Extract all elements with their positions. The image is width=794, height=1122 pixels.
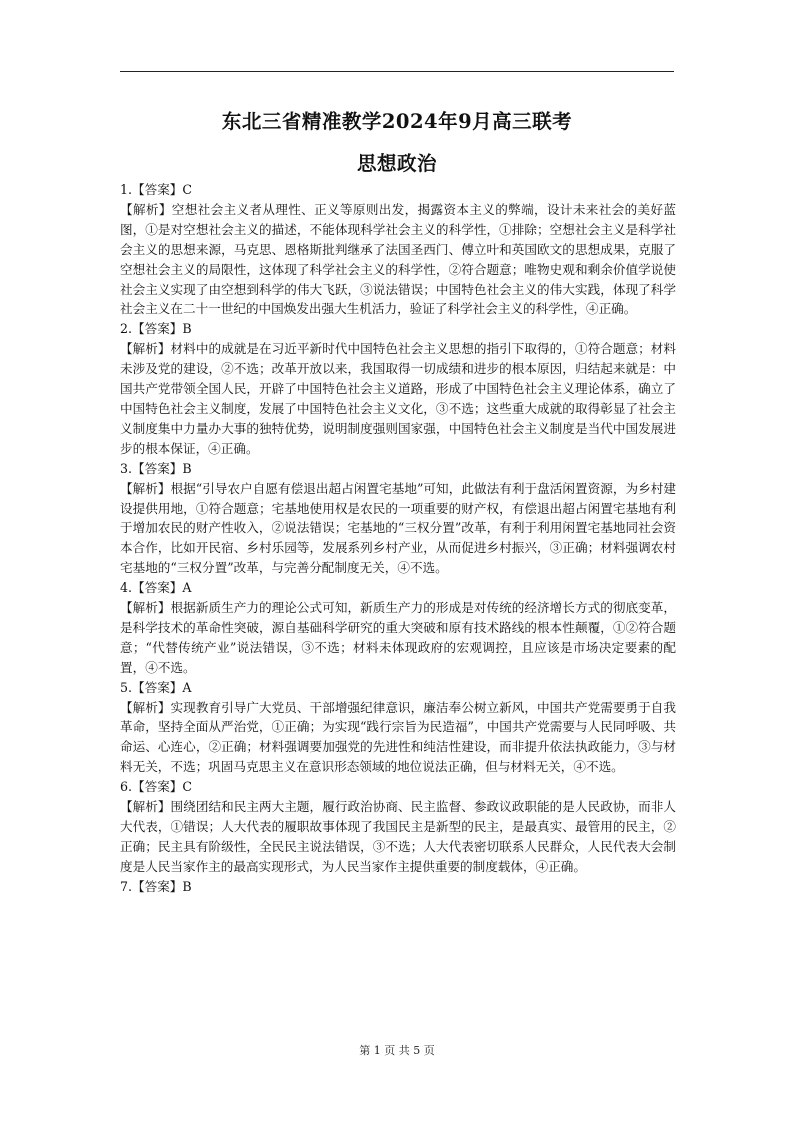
answer-label: 1.【答案】C: [120, 182, 193, 197]
answer-item: [120, 777, 676, 877]
answer-item: [120, 678, 676, 778]
analysis-text: 【解析】材料中的成就是在习近平新时代中国特色社会主义思想的指引下取得的，①符合题意；材料未涉及党的建设，②不选；改革开放以来，我国取得一切成绩和进步的根本原因，归结起来就是：中国共产党带领全国人民，开辟了中国特色社会主义道路，形成了中国特色社会主义理论体系，确立了中国特色社会主义制度，发展了中国特色社会主义文化，③不选；这些重大成就的取得彰显了社会主义制度集中力量办大事的独特优势，说明制度强则国家强，中国特色社会主义制度是当代中国发展进步的根本保证，④正确。: [120, 341, 676, 456]
answer-label: 7.【答案】B: [120, 878, 192, 894]
document-title: 东北三省精准教学2024年9月高三联考: [221, 110, 573, 133]
answer-item: [120, 319, 676, 458]
header-rule: [120, 71, 674, 72]
analysis-text: 【解析】实现教育引导广大党员、干部增强纪律意识，廉洁奉公树立新风，中国共产党需要勇于自我革命，坚持全面从严治党，①正确；为实现“践行宗旨为民造福”，中国共产党需要与人民同呼吸、共命运、心连心，②正确；材料强调要加强党的先进性和纯洁性建设，而非提升依法执政能力，③与材料无关，不选；巩固马克思主义在意识形态领域的地位说法正确，但与材料无关，④不选。: [120, 699, 676, 775]
answer-item: [120, 180, 676, 319]
answer-item: [120, 459, 676, 578]
analysis-text: 【解析】空想社会主义者从理性、正义等原则出发，揭露资本主义的弊端，设计未来社会的美好蓝图，①是对空想社会主义的描述，不能体现科学社会主义的科学性，①排除；空想社会主义是科学社会主义的思想来源，马克思、恩格斯批判继承了法国圣西门、傅立叶和英国欧文的思想成果，克服了空想社会主义的局限性，这体现了科学社会主义的科学性，②符合题意；唯物史观和剩余价值学说使社会主义实现了由空想到科学的伟大飞跃，③说法错误；中国特色社会主义的伟大实践，体现了科学社会主义在二十一世纪的中国焕发出强大生机活力，验证了科学社会主义的科学性，④正确。: [120, 201, 676, 317]
answer-label: 6.【答案】C: [120, 779, 193, 795]
answer-label: 2.【答案】B: [120, 321, 192, 337]
page-number: 第 1 页 共 5 页: [359, 1044, 435, 1057]
answer-item: [120, 877, 676, 897]
answer-label: 3.【答案】B: [120, 460, 192, 476]
analysis-text: 【解析】根据“引导农户自愿有偿退出超占闲置宅基地”可知，此做法有利于盘活闲置资源，为乡村建设提供用地，①符合题意；宅基地使用权是农民的一项重要的财产权，有偿退出超占闲置宅基地有利于增加农民的财产性收入，②说法错误；宅基地的“三权分置”改革，有利于利用闲置宅基地同社会资本合作，比如开民宿、乡村乐园等，发展系列乡村产业，从而促进乡村振兴，③正确；材料强调农村宅基地的“三权分置”改革，与完善分配制度无关，④不选。: [120, 480, 676, 576]
answer-label: 5.【答案】A: [120, 679, 192, 695]
answer-label: 4.【答案】A: [120, 580, 192, 596]
analysis-text: 【解析】根据新质生产力的理论公式可知，新质生产力的形成是对传统的经济增长方式的彻底变革，是科学技术的革命性突破，源自基础科学研究的重大突破和原有技术路线的根本性颠覆，①②符合题意；“代替传统产业”说法错误，③不选；材料未体现政府的宏观调控，且应该是市场决定要素的配置，④不选。: [120, 600, 676, 675]
document-subtitle: 思想政治: [356, 152, 437, 175]
answer-item: [120, 578, 676, 678]
answer-list: [120, 180, 676, 897]
analysis-text: 【解析】围绕团结和民主两大主题，履行政治协商、民主监督、参政议政职能的是人民政协，而非人大代表，①错误；人大代表的履职故事体现了我国民主是新型的民主，是最真实、最管用的民主，②正确；民主具有阶级性，全民民主说法错误，③不选；人大代表密切联系人民群众，人民代表大会制度是人民当家作主的最高实现形式，为人民当家作主提供重要的制度载体，④正确。: [120, 799, 676, 874]
